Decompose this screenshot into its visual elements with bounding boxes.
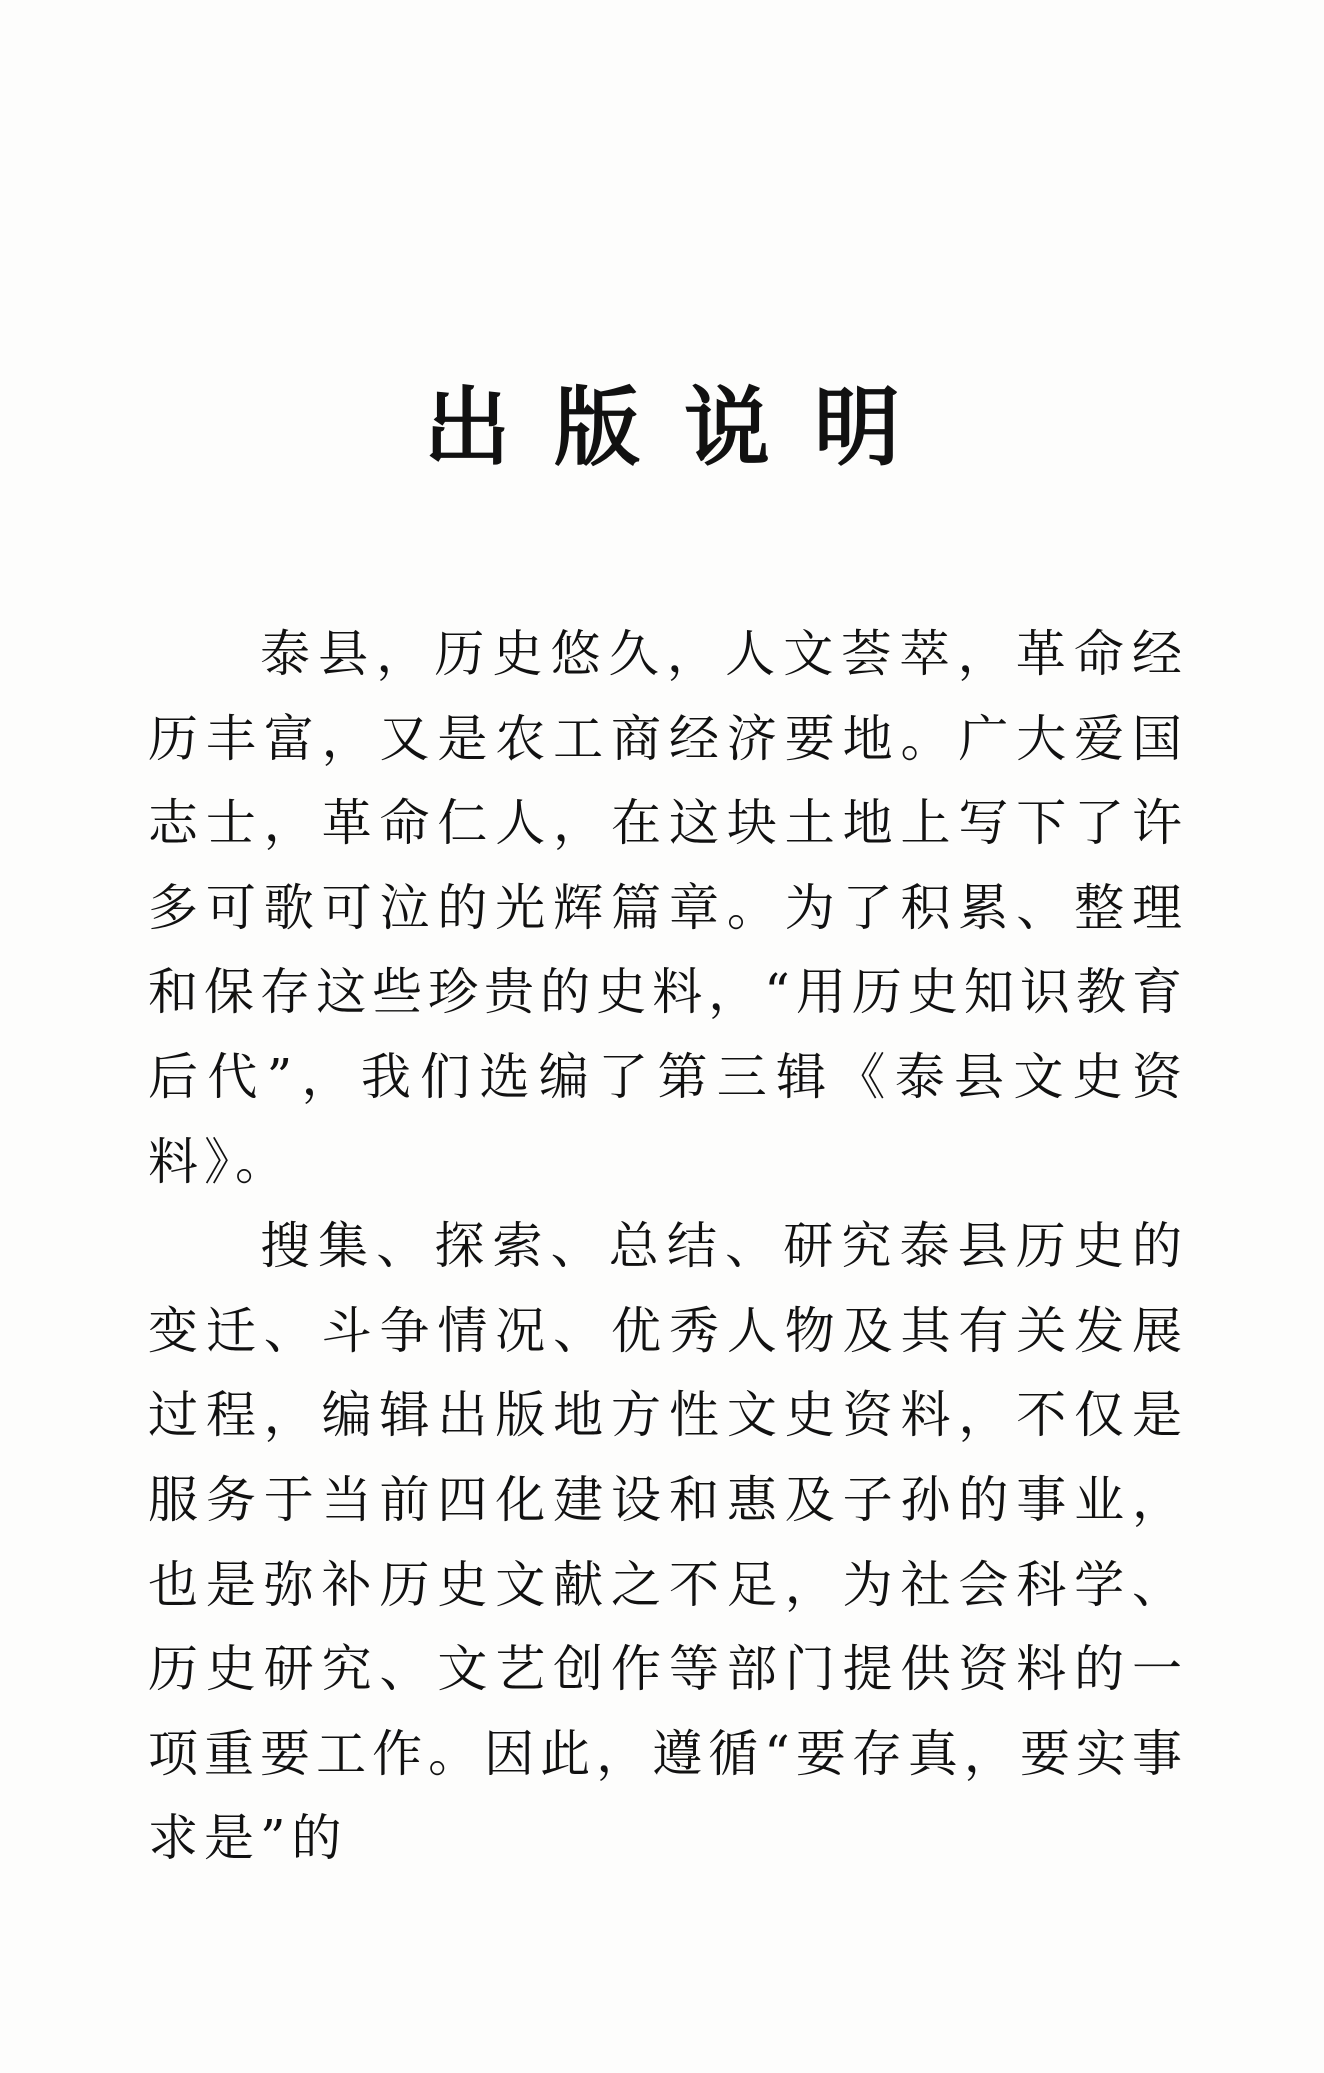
paragraph-1: 泰县，历史悠久，人文荟萃，革命经历丰富，又是农工商经济要地。广大爱国志士，革命仁人，在这块土地上写下了许多可歌可泣的光辉篇章。为了积累、整理和保存这些珍贵的史料，“用历史知识教育后代”，我们选编了第三辑《泰县文史资料》。 — [148, 625, 1188, 1191]
page-title: 出版说明 — [424, 377, 944, 478]
body-text — [148, 612, 1188, 1881]
paragraph-2: 搜集、探索、总结、研究泰县历史的变迁、斗争情况、优秀人物及其有关发展过程，编辑出版地方性文史资料，不仅是服务于当前四化建设和惠及子孙的事业，也是弥补历史文献之不足，为社会科学、历史研究、文艺创作等部门提供资料的一项重要工作。因此，遵循“要存真，要实事求是”的 — [148, 1217, 1188, 1868]
